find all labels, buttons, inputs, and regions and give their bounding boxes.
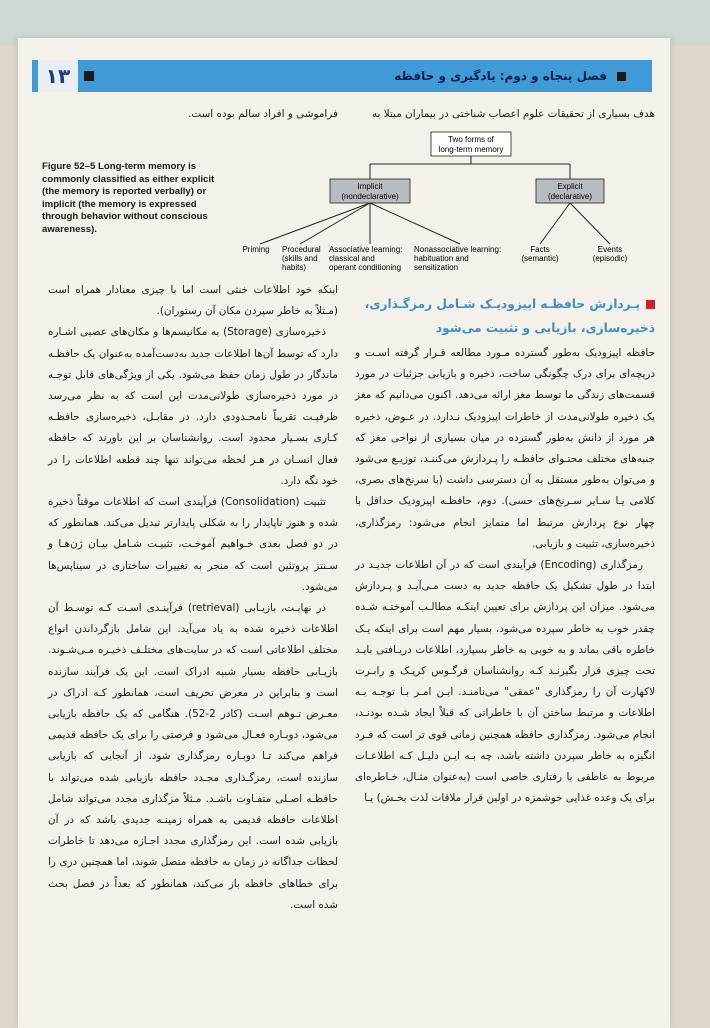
- connector-line: [300, 203, 370, 244]
- explicit-node-line1: Explicit: [557, 182, 583, 191]
- paragraph-retrieval: در نهایـت، بازیـابی (retrieval) فرآینـدی اسـت کـه توسـط آن اطلاعات ذخیره شده به یاد می‌آید. این شامل بازگرداندن انواع مختلف اطلاعاتی است که در سایت‌های مختلـف ذخیـره مـی‌شـوند. بازیـابی حافظه بسیار شبیه ادراک است. این یک فرآیند سازنده است و بنابراین در معرض تحریف است، همانطور کـه ادراک در معـرض تـوهم اسـت (کادر 2-52). هنگامی که یک حافظه بازیابی می‌شود، دوبـاره فعـال می‌شود و فرصتی را برای یک حافظه قدیمی فراهم می‌کند تـا دوبـاره رمزگذاری شود. از آنجایی که بازیابی سازنده است، رمزگـذاری مجـدد حافظه بازیابی شده می‌تواند با حافظـه اصـلی متفـاوت باشـد. مـثلاً مزگذاری مجدد می‌تواند شامل اطلاعات حافظه قدیمی به همراه زمینـه جدیدی باشد که در آن بازیابی شده است. این رمزگذاری مجدد اجـازه می‌دهد تا خاطرات لحظات جداگانه در زمان به حافظه متصل شوند، اما همچنین دری را برای خطاهای حافظه باز می‌کند، همانطور که بعداً در فصل بحث شده است.: [48, 602, 338, 911]
- implicit-node-line1: Implicit: [357, 182, 383, 191]
- connector-line: [540, 203, 570, 244]
- square-bullet-icon: [84, 71, 94, 81]
- left-column: [48, 280, 338, 916]
- figure-caption-text: Long-term memory is commonly classified as either explicit (the memory is reported verbally) or implicit (the memory is expressed through behavior without conscious awareness).: [42, 161, 215, 235]
- priming-label: Priming: [242, 245, 270, 254]
- root-node-line2: long-term memory: [438, 145, 504, 154]
- procedural-line3: habits): [282, 263, 307, 272]
- intro-right-line: هدف بسیاری از تحقیقات علوم اعصاب شناختی در بیماران مبتلا به: [371, 108, 655, 120]
- connector-line: [570, 203, 610, 244]
- paragraph-episodic-memory: حافظه اپیزودیک به‌طور گسترده مـورد مطالعه قـرار گرفته اسـت و دریچه‌ای برای درک چگونگی ساخت، ذخیره و بازیابی جزئیات در مورد قسمت‌های زندگی ما توسط مغز ارائه می‌دهد. اکنون می‌دانیم که مغز یک ذخیره طولانی‌مدت از خاطرات اپیزودیک نـدارد. در عـوض، ذخیره هر مورد از دانش به‌طور گسترده در میان بسیاری از نواحی مغز که جنبه‌های مختلف محتـوای حافظـه را پـردازش می‌کننـد، توزیـع می‌شود و می‌توان به‌طور مستقل به آن دسترسی داشت (با سرنخ‌های بصری، کلامی یـا سـایر سـرنخ‌های حسی). دوم، حافظـه اپیزودیک حداقل با چهار نوع پردازش مرتبط اما متمایز انجام می‌شود: رمزگذاری، ذخیره‌سازی، تثبیت و بازیابی.: [355, 347, 655, 550]
- section-heading: [355, 292, 655, 340]
- square-bullet-icon: [617, 72, 626, 81]
- chapter-header-bar: [32, 60, 652, 92]
- figure-caption: [42, 161, 224, 237]
- memory-classification-diagram: [230, 128, 670, 278]
- facts-line2: (semantic): [521, 254, 559, 263]
- chapter-title-text: فصل پنجاه و دوم: یادگیری و حافظه: [394, 69, 607, 83]
- nonassociative-line3: sensitization: [414, 263, 459, 272]
- figure-caption-label: Figure 52–5: [42, 161, 96, 172]
- facts-line1: Facts: [530, 245, 550, 254]
- events-line1: Events: [597, 245, 623, 254]
- connector-line: [260, 203, 370, 244]
- paragraph-continuation: اینکه خود اطلاعات خنثی است اما با چیزی معنادار همراه است (مـثلاً به خاطر سپردن مکان آن رستوران).: [48, 284, 338, 318]
- implicit-node-line2: (nondeclarative): [341, 192, 399, 201]
- root-node-line1: Two forms of: [448, 135, 494, 144]
- paragraph-consolidation: تثبیت (Consolidation) فرآیندی است که اطلاعات موقتاً ذخیره شده و هنوز ناپایدار را به شکلی پایدارتر تبدیل می‌کند. همانطور که در دو فصل بعدی خـواهیم آموخـت، تثبیـت شـامل بیـان ژن‌هـا و سـنتز پروتئین است که منجر به تغییرات ساختاری در سیناپس‌ها می‌شود.: [48, 496, 338, 593]
- nonassociative-line1: Nonassociative learning:: [414, 245, 502, 254]
- section-heading-line1: پـردازش حافظـه اپیزودیـک شـامل رمزگـذاری،: [364, 297, 640, 311]
- chapter-number: ۱۳: [38, 60, 78, 92]
- red-square-bullet-icon: [646, 300, 655, 309]
- procedural-line2: (skills and: [282, 254, 318, 263]
- section-heading-line2: ذخیره‌سازی، بازیابی و تثبیت می‌شود: [435, 321, 655, 335]
- intro-left-line: فراموشی و افراد سالم بوده است.: [188, 108, 338, 120]
- explicit-node-line2: (declarative): [547, 192, 593, 201]
- associative-line2: classical and: [329, 254, 375, 263]
- right-column: [355, 343, 655, 809]
- paragraph-storage: ذخیره‌سازی (Storage) به مکانیسم‌ها و مکان‌های عصبی اشـاره دارد که توسط آن‌ها اطلاعات جدید به‌دست‌آمده به‌عنوان یک حافظـه ماندگار در طول زمان حفظ می‌شود. یکی از ویژگی‌های قابل توجـه در مورد ذخیره‌سازی طولانی‌مدت این است که به نظر می‌رسد ظرفیـت تقریباً نامحـدودی دارد. در مقابـل، ذخیره‌سازی حافظـه کـاری بسـیار محدود است. روانشناسان بر این باورند که حافظه فعال انسـان در هـر لحظه می‌تواند تنها چند قطعه اطلاعات را در خود نگه دارد.: [48, 326, 338, 487]
- events-line2: (episodic): [592, 254, 628, 263]
- connector-line: [370, 203, 460, 244]
- procedural-line1: Procedural: [282, 245, 321, 254]
- chapter-title: [394, 60, 632, 92]
- nonassociative-line2: habituation and: [414, 254, 469, 263]
- associative-line1: Associative learning:: [329, 245, 403, 254]
- associative-line3: operant conditioning: [329, 263, 402, 272]
- paragraph-encoding: رمزگذاری (Encoding) فرآیندی است که در آن اطلاعات جدیـد در ابتدا در طول تشکیل یک حافظه جدید به دست مـی‌آیـد و پـردازش می‌شود. میزان این پردازش برای تعیین اینکـه مطالـب آموختـه شـده چقدر خوب به خاطر سپرده می‌شود، بسیار مهم است برای اینکه یـک خاطره باقی بماند و به خوبی به خاطر بسپارد، اطلاعات دریـافتی بایـد تحت چیزی قرار بگیرنـد کـه روانشناسان فرگـوس کریـک و رابـرت لاکهارت آن را رمزگذاری "عمقی" می‌نامنـد. ایـن امـر بـا توجـه بـه اطلاعات و مرتبط ساختن آن با خاطراتی که قبلاً ایجاد شـده بودنـد، انجام می‌شود. رمزگذاری حافظه همچنین زمانی قوی تر است که فـرد انگیزه به خاطر سپردن داشته باشد، چه بـه ایـن دلیـل کـه اطلاعـات مربوط به عاطفی یا رفتاری خاصی است (به‌عنوان مثـال، خـاطره‌ای برای یک وعده غذایی خوشمزه در اولین قرار ملاقات لذت بخـش) یـا: [355, 559, 655, 805]
